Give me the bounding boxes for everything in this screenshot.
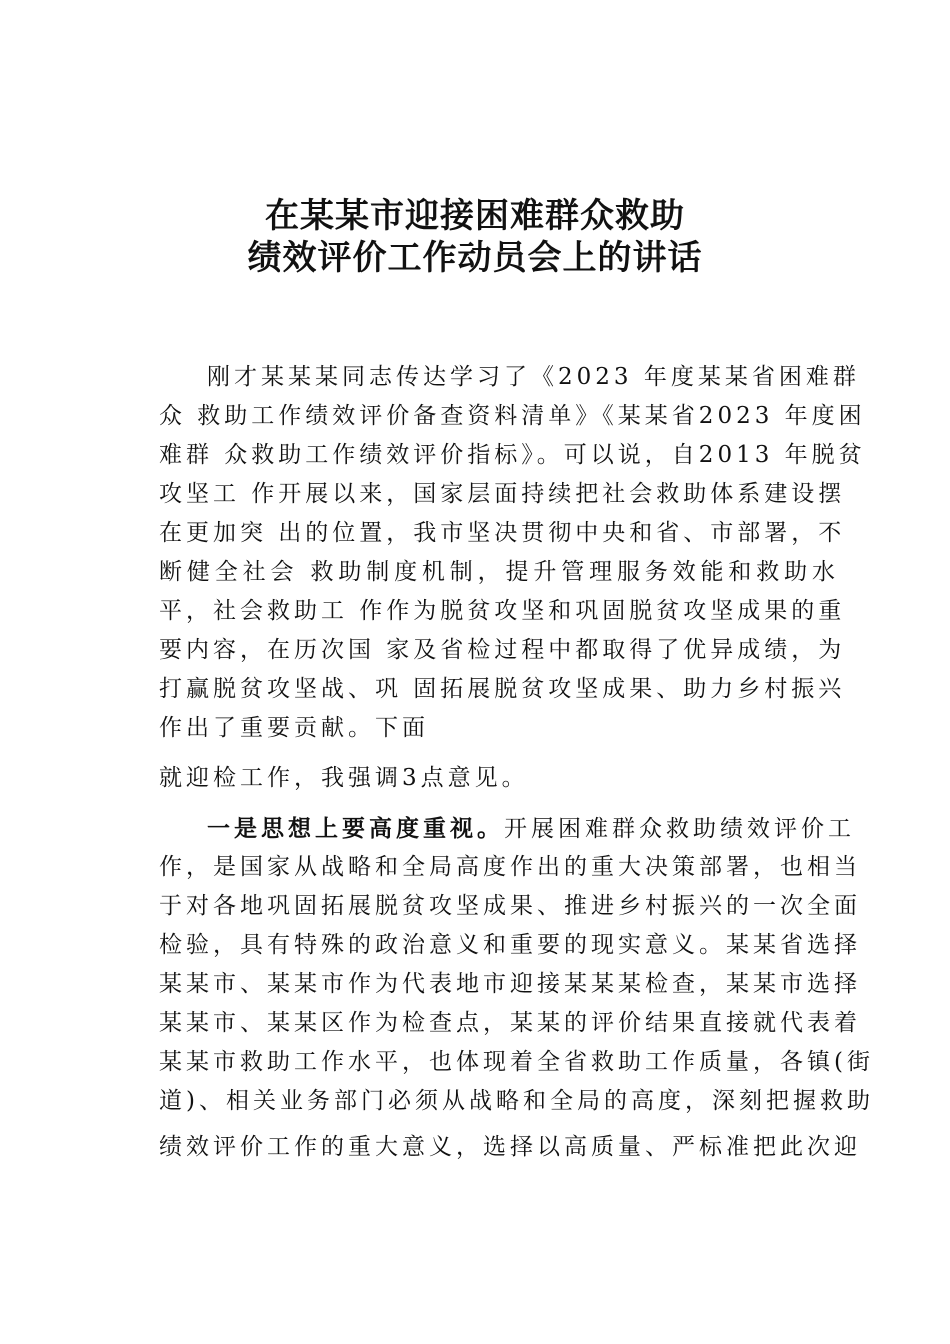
paragraph-2-line-8: 道)、相关业务部门必须从战略和全局的高度，深刻把握救助 (159, 1088, 874, 1114)
paragraph-2-lead-heading: 一是思想上要高度重视。 (207, 815, 504, 842)
paragraph-2-line-3: 于对各地巩固拓展脱贫攻坚成果、推进乡村振兴的一次全面 (159, 893, 861, 919)
paragraph-1-line-5: 在更加突 出的位置，我市坚决贯彻中央和省、市部署，不 (159, 520, 846, 546)
paragraph-2-line-5: 某某市、某某市作为代表地市迎接某某某检查，某某市选择 (159, 971, 861, 997)
paragraph-1-line-1: 刚才某某某同志传达学习了《2023 年度某某省困难群 (207, 364, 860, 390)
paragraph-1-line-10: 作出了重要贡献。下面 (159, 715, 429, 741)
paragraph-2-line-9: 绩效评价工作的重大意义，选择以高质量、严标准把此次迎 (159, 1134, 861, 1160)
paragraph-1-line-4: 攻坚工 作开展以来，国家层面持续把社会救助体系建设摆 (159, 481, 846, 507)
paragraph-1-line-8: 要内容，在历次国 家及省检过程中都取得了优异成绩，为 (159, 637, 846, 663)
paragraph-2-line-7: 某某市救助工作水平，也体现着全省救助工作质量，各镇(街 (159, 1049, 874, 1075)
paragraph-2-line-1-rest: 开展困难群众救助绩效评价工 (504, 816, 855, 842)
paragraph-1-line-11: 就迎检工作，我强调3点意见。 (159, 765, 529, 791)
paragraph-1-line-3: 难群 众救助工作绩效评价指标》。可以说，自2013 年脱贫 (159, 442, 866, 468)
paragraph-2-line-1 (207, 815, 855, 842)
paragraph-1-line-9: 打赢脱贫攻坚战、巩 固拓展脱贫攻坚成果、助力乡村振兴 (159, 676, 846, 702)
document-title-line-1: 在某某市迎接困难群众救助 (265, 196, 685, 236)
paragraph-1-line-7: 平，社会救助工 作作为脱贫攻坚和巩固脱贫攻坚成果的重 (159, 598, 846, 624)
paragraph-2-line-4: 检验，具有特殊的政治意义和重要的现实意义。某某省选择 (159, 932, 861, 958)
paragraph-2-line-6: 某某市、某某区作为检查点，某某的评价结果直接就代表着 (159, 1010, 861, 1036)
document-title-line-2: 绩效评价工作动员会上的讲话 (247, 238, 703, 278)
paragraph-1-line-2: 众 救助工作绩效评价备查资料清单》《某某省2023 年度困 (159, 403, 866, 429)
paragraph-2-line-2: 作，是国家从战略和全局高度作出的重大决策部署，也相当 (159, 854, 861, 880)
paragraph-1-line-6: 断健全社会 救助制度机制，提升管理服务效能和救助水 (159, 559, 839, 585)
